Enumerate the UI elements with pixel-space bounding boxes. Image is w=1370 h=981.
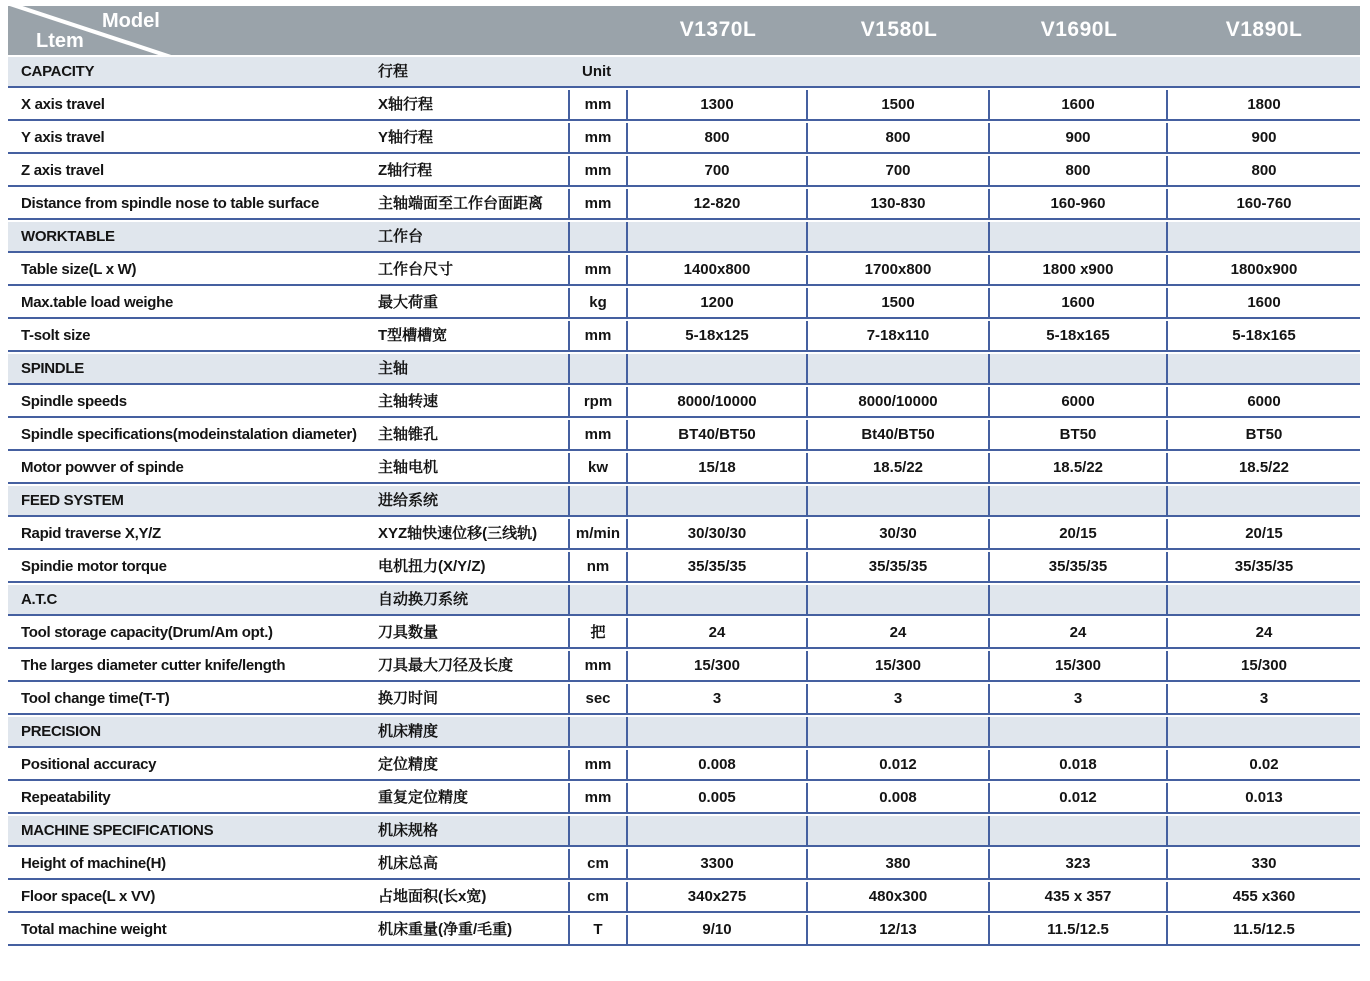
row-value: 35/35/35 [990,552,1168,583]
row-label-cn: T型槽槽宽 [370,321,568,352]
spec-row [8,849,1360,880]
row-value: 0.02 [1168,750,1360,781]
corner-label-model: Model [102,10,160,32]
row-value: 700 [808,156,990,187]
row-label-cn: 机床重量(净重/毛重) [370,915,568,946]
row-unit: m/min [568,519,628,550]
section-value-cell [1168,57,1360,88]
row-value: 1500 [808,288,990,319]
row-value: 6000 [990,387,1168,418]
section-unit-cell [568,222,628,253]
row-value: 3300 [628,849,808,880]
spec-sheet [8,4,1360,948]
row-label-cn: 占地面积(长x宽) [370,882,568,913]
section-title-cn: 工作台 [370,222,568,253]
section-unit-cell [568,354,628,385]
row-label-en: Spindie motor torque [8,552,370,583]
row-unit: kw [568,453,628,484]
row-value: 9/10 [628,915,808,946]
spec-row [8,420,1360,451]
header-corner-cell [8,6,628,55]
spec-row [8,783,1360,814]
row-unit: nm [568,552,628,583]
row-unit: T [568,915,628,946]
row-value: 1600 [990,90,1168,121]
row-value: 1200 [628,288,808,319]
row-value: 24 [990,618,1168,649]
row-value: 1800 x900 [990,255,1168,286]
row-value: 0.005 [628,783,808,814]
section-title-en: FEED SYSTEM [8,486,370,517]
row-unit: sec [568,684,628,715]
row-value: 0.012 [990,783,1168,814]
section-value-cell [628,354,808,385]
row-value: 330 [1168,849,1360,880]
spec-row [8,915,1360,946]
row-value: 15/300 [628,651,808,682]
row-unit: cm [568,882,628,913]
row-value: 1400x800 [628,255,808,286]
row-unit: mm [568,189,628,220]
row-value: 800 [990,156,1168,187]
row-value: 15/300 [808,651,990,682]
row-label-en: Motor powver of spinde [8,453,370,484]
row-unit: 把 [568,618,628,649]
row-value: BT50 [1168,420,1360,451]
row-value: 800 [808,123,990,154]
row-label-en: Tool change time(T-T) [8,684,370,715]
row-value: 5-18x165 [990,321,1168,352]
row-label-cn: XYZ轴快速位移(三线轨) [370,519,568,550]
section-value-cell [808,816,990,847]
row-label-en: T-solt size [8,321,370,352]
row-value: 1700x800 [808,255,990,286]
row-label-en: Total machine weight [8,915,370,946]
section-value-cell [808,222,990,253]
spec-row [8,90,1360,121]
row-label-cn: 最大荷重 [370,288,568,319]
spec-row [8,519,1360,550]
section-header-row [8,717,1360,748]
row-value: 11.5/12.5 [1168,915,1360,946]
spec-row [8,189,1360,220]
section-value-cell [990,717,1168,748]
row-value: 3 [808,684,990,715]
row-value: BT40/BT50 [628,420,808,451]
row-value: 380 [808,849,990,880]
row-value: 8000/10000 [808,387,990,418]
model-header-v1690l: V1690L [990,6,1168,55]
spec-row [8,156,1360,187]
row-unit: mm [568,123,628,154]
row-label-cn: X轴行程 [370,90,568,121]
row-value: 30/30/30 [628,519,808,550]
row-label-en: Distance from spindle nose to table surface [8,189,370,220]
row-value: 130-830 [808,189,990,220]
section-unit-cell [568,816,628,847]
section-title-en: CAPACITY [8,57,370,88]
row-label-en: Spindle speeds [8,387,370,418]
section-header-row [8,585,1360,616]
section-value-cell [628,585,808,616]
section-title-cn: 自动换刀系统 [370,585,568,616]
row-label-cn: 主轴锥孔 [370,420,568,451]
corner-label-item: Ltem [36,30,84,52]
row-value: 24 [628,618,808,649]
row-value: 18.5/22 [1168,453,1360,484]
row-value: 24 [1168,618,1360,649]
row-label-cn: 工作台尺寸 [370,255,568,286]
row-label-cn: 刀具最大刀径及长度 [370,651,568,682]
row-value: 3 [990,684,1168,715]
row-value: 0.012 [808,750,990,781]
spec-table [8,4,1360,948]
row-label-cn: Y轴行程 [370,123,568,154]
section-unit-cell [568,585,628,616]
row-label-en: Floor space(L x VV) [8,882,370,913]
row-label-cn: 重复定位精度 [370,783,568,814]
section-header-row [8,816,1360,847]
section-value-cell [990,222,1168,253]
section-title-cn: 机床精度 [370,717,568,748]
row-value: 0.018 [990,750,1168,781]
spec-row [8,882,1360,913]
section-header-row [8,57,1360,88]
row-value: 1800 [1168,90,1360,121]
row-label-cn: 主轴端面至工作台面距离 [370,189,568,220]
spec-row [8,750,1360,781]
row-value: 12/13 [808,915,990,946]
section-value-cell [990,486,1168,517]
row-value: 800 [1168,156,1360,187]
section-title-en: PRECISION [8,717,370,748]
row-value: 15/300 [990,651,1168,682]
row-value: BT50 [990,420,1168,451]
row-unit: mm [568,90,628,121]
section-title-en: A.T.C [8,585,370,616]
section-value-cell [1168,585,1360,616]
model-header-v1580l: V1580L [808,6,990,55]
row-value: Bt40/BT50 [808,420,990,451]
row-value: 6000 [1168,387,1360,418]
section-value-cell [1168,486,1360,517]
section-unit-cell [568,717,628,748]
row-value: 5-18x165 [1168,321,1360,352]
row-value: 800 [628,123,808,154]
row-unit: cm [568,849,628,880]
section-value-cell [990,816,1168,847]
section-unit-cell: Unit [568,57,628,88]
row-value: 1800x900 [1168,255,1360,286]
spec-row [8,123,1360,154]
row-value: 7-18x110 [808,321,990,352]
row-value: 0.013 [1168,783,1360,814]
spec-row [8,288,1360,319]
section-value-cell [808,486,990,517]
row-value: 160-960 [990,189,1168,220]
row-value: 24 [808,618,990,649]
section-value-cell [1168,717,1360,748]
row-label-en: Spindle specifications(modeinstalation diameter) [8,420,370,451]
spec-row [8,453,1360,484]
model-header-v1370l: V1370L [628,6,808,55]
row-value: 455 x360 [1168,882,1360,913]
spec-row [8,387,1360,418]
row-unit: mm [568,156,628,187]
row-value: 1600 [1168,288,1360,319]
row-label-en: Height of machine(H) [8,849,370,880]
row-value: 0.008 [628,750,808,781]
model-header-v1890l: V1890L [1168,6,1360,55]
row-unit: mm [568,321,628,352]
section-value-cell [1168,354,1360,385]
section-title-en: WORKTABLE [8,222,370,253]
section-header-row [8,222,1360,253]
row-value: 15/300 [1168,651,1360,682]
section-value-cell [990,57,1168,88]
section-title-cn: 主轴 [370,354,568,385]
section-value-cell [808,585,990,616]
row-value: 18.5/22 [990,453,1168,484]
section-value-cell [628,717,808,748]
section-title-en: SPINDLE [8,354,370,385]
section-unit-cell [568,486,628,517]
row-label-cn: Z轴行程 [370,156,568,187]
section-value-cell [1168,816,1360,847]
row-label-cn: 主轴转速 [370,387,568,418]
section-value-cell [628,57,808,88]
row-label-cn: 机床总高 [370,849,568,880]
row-label-cn: 换刀时间 [370,684,568,715]
section-value-cell [808,57,990,88]
row-label-cn: 主轴电机 [370,453,568,484]
row-label-en: Z axis travel [8,156,370,187]
section-title-cn: 行程 [370,57,568,88]
row-value: 35/35/35 [1168,552,1360,583]
spec-row [8,321,1360,352]
row-value: 18.5/22 [808,453,990,484]
section-title-cn: 机床规格 [370,816,568,847]
row-unit: mm [568,651,628,682]
section-header-row [8,486,1360,517]
row-value: 3 [1168,684,1360,715]
row-value: 15/18 [628,453,808,484]
row-value: 0.008 [808,783,990,814]
spec-row [8,651,1360,682]
section-value-cell [990,585,1168,616]
row-unit: mm [568,783,628,814]
section-title-en: MACHINE SPECIFICATIONS [8,816,370,847]
row-label-en: Y axis travel [8,123,370,154]
row-label-en: Repeatability [8,783,370,814]
row-value: 35/35/35 [808,552,990,583]
row-label-en: Rapid traverse X,Y/Z [8,519,370,550]
row-unit: rpm [568,387,628,418]
section-value-cell [990,354,1168,385]
row-value: 1500 [808,90,990,121]
row-label-cn: 定位精度 [370,750,568,781]
section-value-cell [628,222,808,253]
row-label-en: Tool storage capacity(Drum/Am opt.) [8,618,370,649]
row-label-en: The larges diameter cutter knife/length [8,651,370,682]
row-value: 8000/10000 [628,387,808,418]
row-label-en: X axis travel [8,90,370,121]
row-value: 3 [628,684,808,715]
row-unit: mm [568,420,628,451]
section-value-cell [628,486,808,517]
row-value: 900 [990,123,1168,154]
row-value: 480x300 [808,882,990,913]
row-value: 435 x 357 [990,882,1168,913]
section-value-cell [628,816,808,847]
row-label-en: Positional accuracy [8,750,370,781]
row-value: 323 [990,849,1168,880]
row-value: 160-760 [1168,189,1360,220]
row-unit: mm [568,750,628,781]
section-value-cell [808,354,990,385]
row-label-cn: 电机扭力(X/Y/Z) [370,552,568,583]
row-label-en: Table size(L x W) [8,255,370,286]
section-title-cn: 进给系统 [370,486,568,517]
row-value: 12-820 [628,189,808,220]
row-value: 340x275 [628,882,808,913]
row-label-en: Max.table load weighe [8,288,370,319]
row-unit: kg [568,288,628,319]
row-value: 900 [1168,123,1360,154]
row-value: 20/15 [990,519,1168,550]
row-value: 11.5/12.5 [990,915,1168,946]
section-value-cell [1168,222,1360,253]
row-value: 1300 [628,90,808,121]
section-value-cell [808,717,990,748]
section-header-row [8,354,1360,385]
spec-row [8,552,1360,583]
spec-row [8,255,1360,286]
spec-row [8,618,1360,649]
row-value: 1600 [990,288,1168,319]
row-value: 700 [628,156,808,187]
row-value: 5-18x125 [628,321,808,352]
spec-row [8,684,1360,715]
table-header-row [8,6,1360,55]
row-unit: mm [568,255,628,286]
row-label-cn: 刀具数量 [370,618,568,649]
row-value: 20/15 [1168,519,1360,550]
row-value: 35/35/35 [628,552,808,583]
row-value: 30/30 [808,519,990,550]
